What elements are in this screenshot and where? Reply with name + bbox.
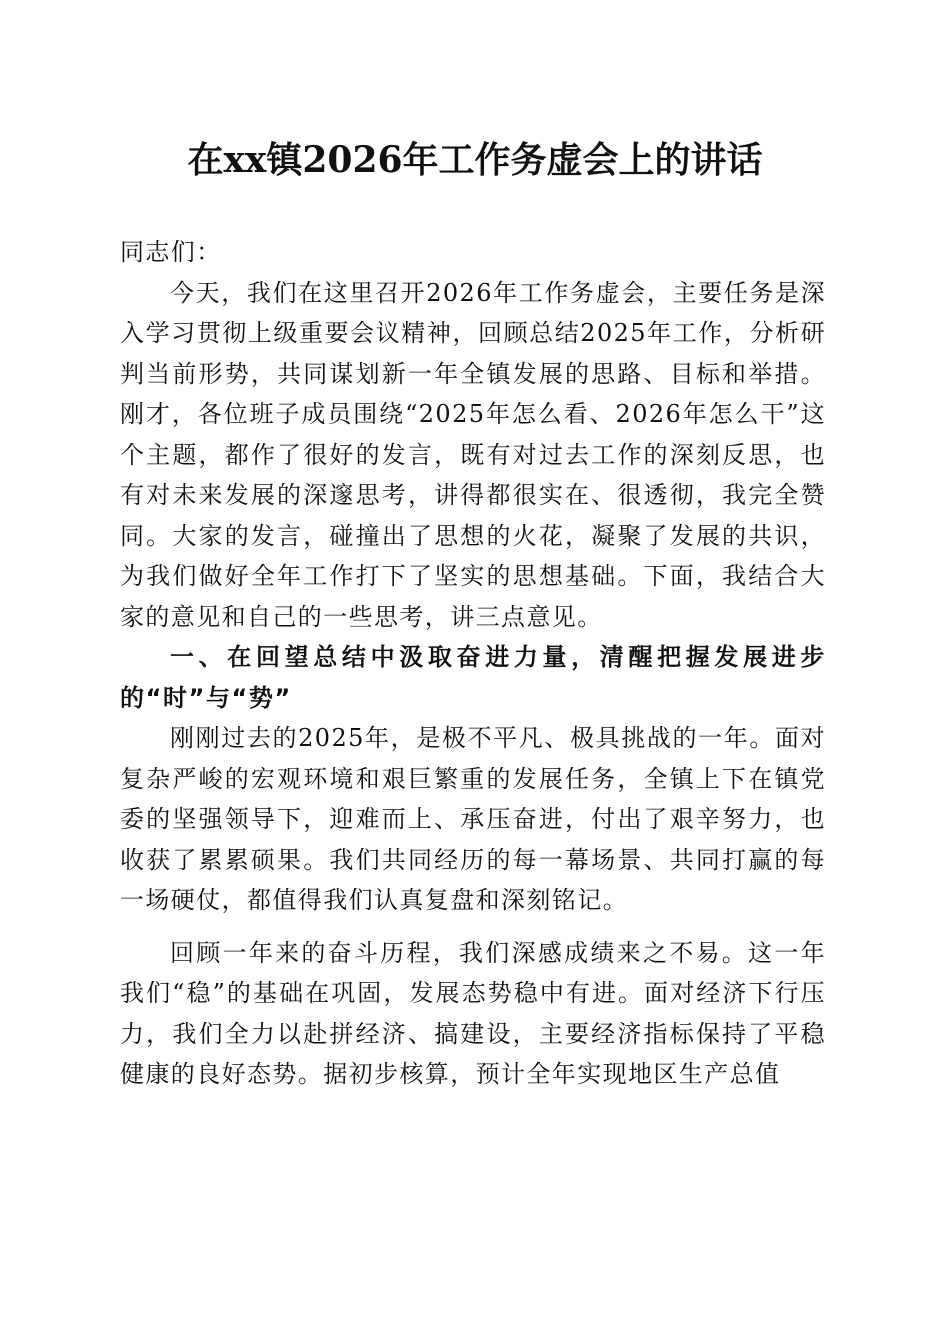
- paragraph-achievements: 回顾一年来的奋斗历程，我们深感成绩来之不易。这一年我们“稳”的基础在巩固，发展态势稳中有进。面对经济下行压力，我们全力以赴拼经济、搞建设，主要经济指标保持了平稳健康的良好态势。据初步核算，预计全年实现地区生产总值: [120, 938, 826, 1088]
- section-heading-1: 一、在回望总结中汲取奋进力量，清醒把握发展进步的“时”与“势”: [120, 643, 826, 712]
- document-title: 在xx镇2026年工作务虚会上的讲话: [187, 139, 763, 181]
- salutation: 同志们：: [120, 238, 222, 266]
- document-body: [120, 232, 826, 1095]
- paragraph-intro: 今天，我们在这里召开2026年工作务虚会，主要任务是深入学习贯彻上级重要会议精神，回顾总结2025年工作，分析研判当前形势，共同谋划新一年全镇发展的思路、目标和举措。刚才，各位班子成员围绕“2025年怎么看、2026年怎么干”这个主题，都作了很好的发言，既有对过去工作的深刻反思，也有对未来发展的深邃思考，讲得都很实在、很透彻，我完全赞同。大家的发言，碰撞出了思想的火花，凝聚了发展的共识，为我们做好全年工作打下了坚实的思想基础。下面，我结合大家的意见和自己的一些思考，讲三点意见。: [120, 278, 826, 631]
- paragraph-review: 刚刚过去的2025年，是极不平凡、极具挑战的一年。面对复杂严峻的宏观环境和艰巨繁重的发展任务，全镇上下在镇党委的坚强领导下，迎难而上、承压奋进，付出了艰辛努力，也收获了累累硕果。我们共同经历的每一幕场景、共同打赢的每一场硬仗，都值得我们认真复盘和深刻铭记。: [120, 724, 826, 914]
